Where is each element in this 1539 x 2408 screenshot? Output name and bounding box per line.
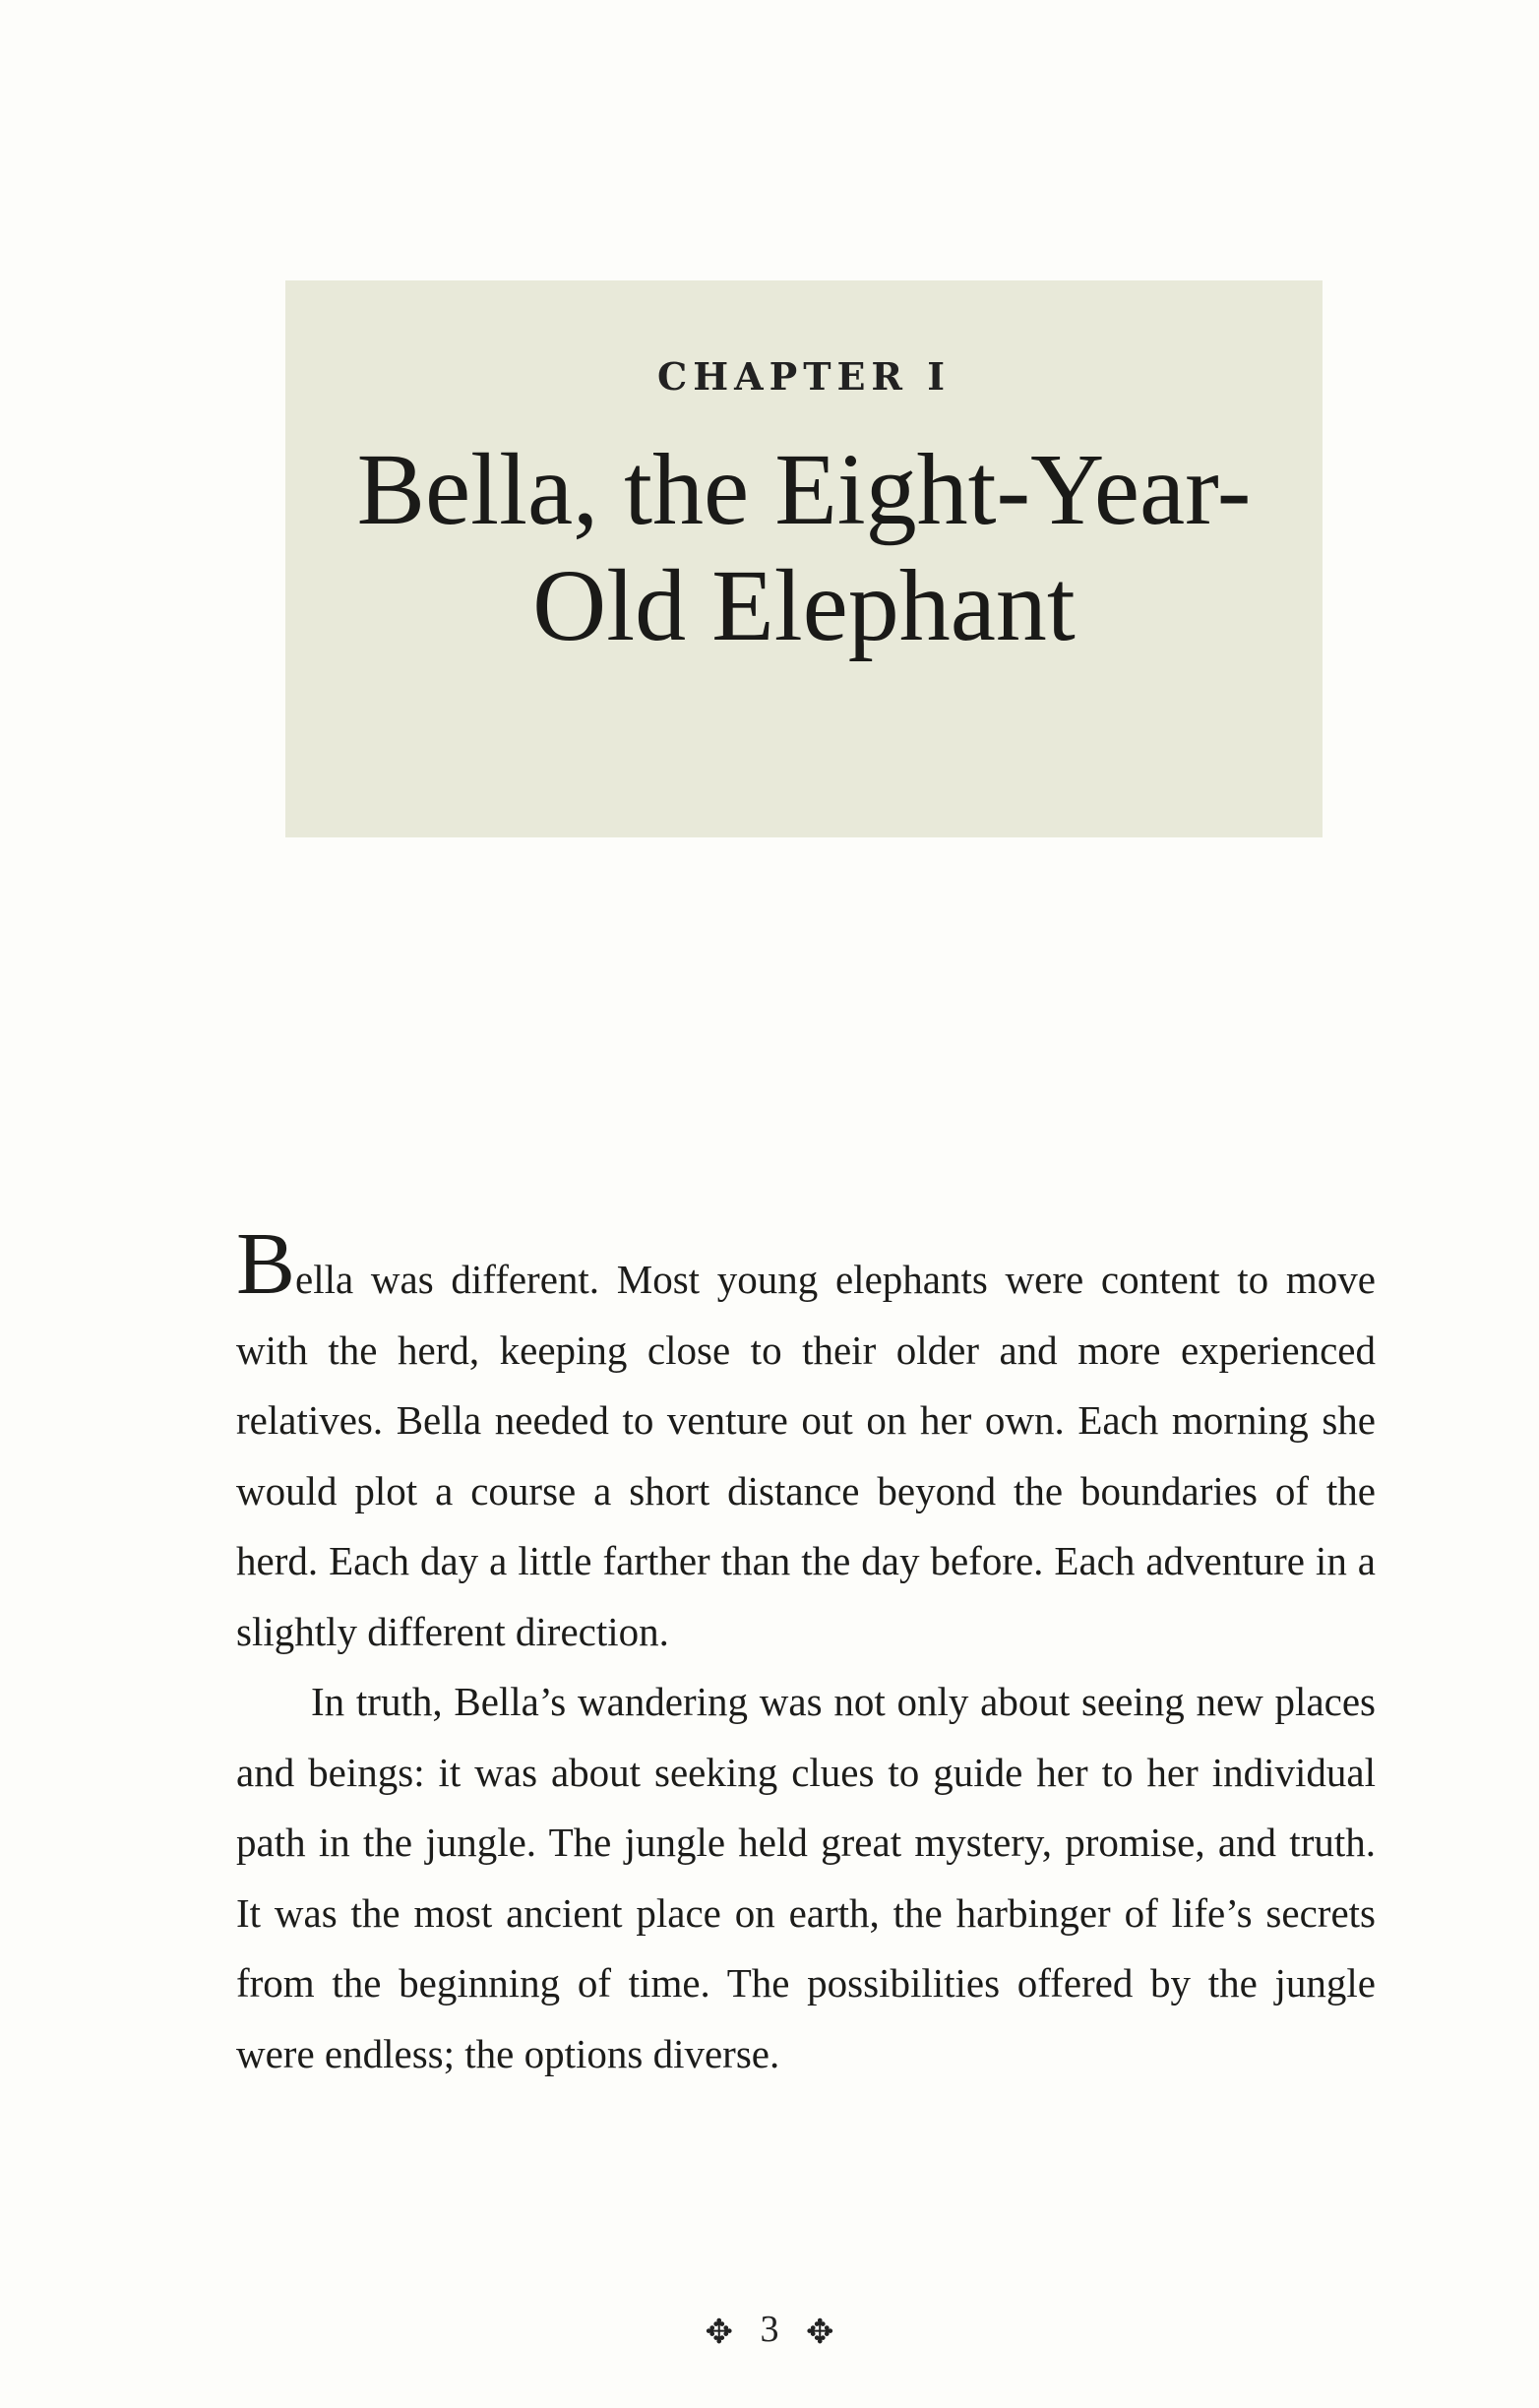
chapter-label: CHAPTER I bbox=[656, 354, 952, 399]
drop-cap: B bbox=[236, 1215, 296, 1313]
ornament-left-icon: ✥ bbox=[705, 2315, 733, 2352]
paragraph-1 bbox=[236, 1215, 1376, 1667]
ornament-right-icon: ✥ bbox=[806, 2315, 834, 2352]
paragraph-1-text: ella was different. Most young elephants were content to move with the herd, keeping close to their older and more experienced relatives. Bella needed to venture out on her own. Each morning she would plot a course a short distance beyond the boundaries of the herd. Each day a little farther than the day before. Each adventure in a slightly different direction. bbox=[236, 1257, 1376, 1654]
page-number: 3 bbox=[760, 2309, 779, 2350]
chapter-title-line-1: Bella, the Eight-Year- bbox=[356, 433, 1252, 546]
chapter-title-line-2: Old Elephant bbox=[532, 549, 1076, 662]
chapter-title bbox=[285, 432, 1323, 664]
body-text bbox=[236, 1215, 1376, 2089]
page-footer bbox=[0, 2308, 1539, 2352]
paragraph-2: In truth, Bella’s wandering was not only about seeing new places and beings: it was about seeking clues to guide her to her individual path in the jungle. The jungle held great mystery, promise, and truth. It was the most ancient place on earth, the harbinger of life’s secrets from the beginning of time. The possibilities offered by the jungle were endless; the options diverse. bbox=[236, 1679, 1376, 2076]
chapter-heading-box bbox=[285, 280, 1323, 837]
